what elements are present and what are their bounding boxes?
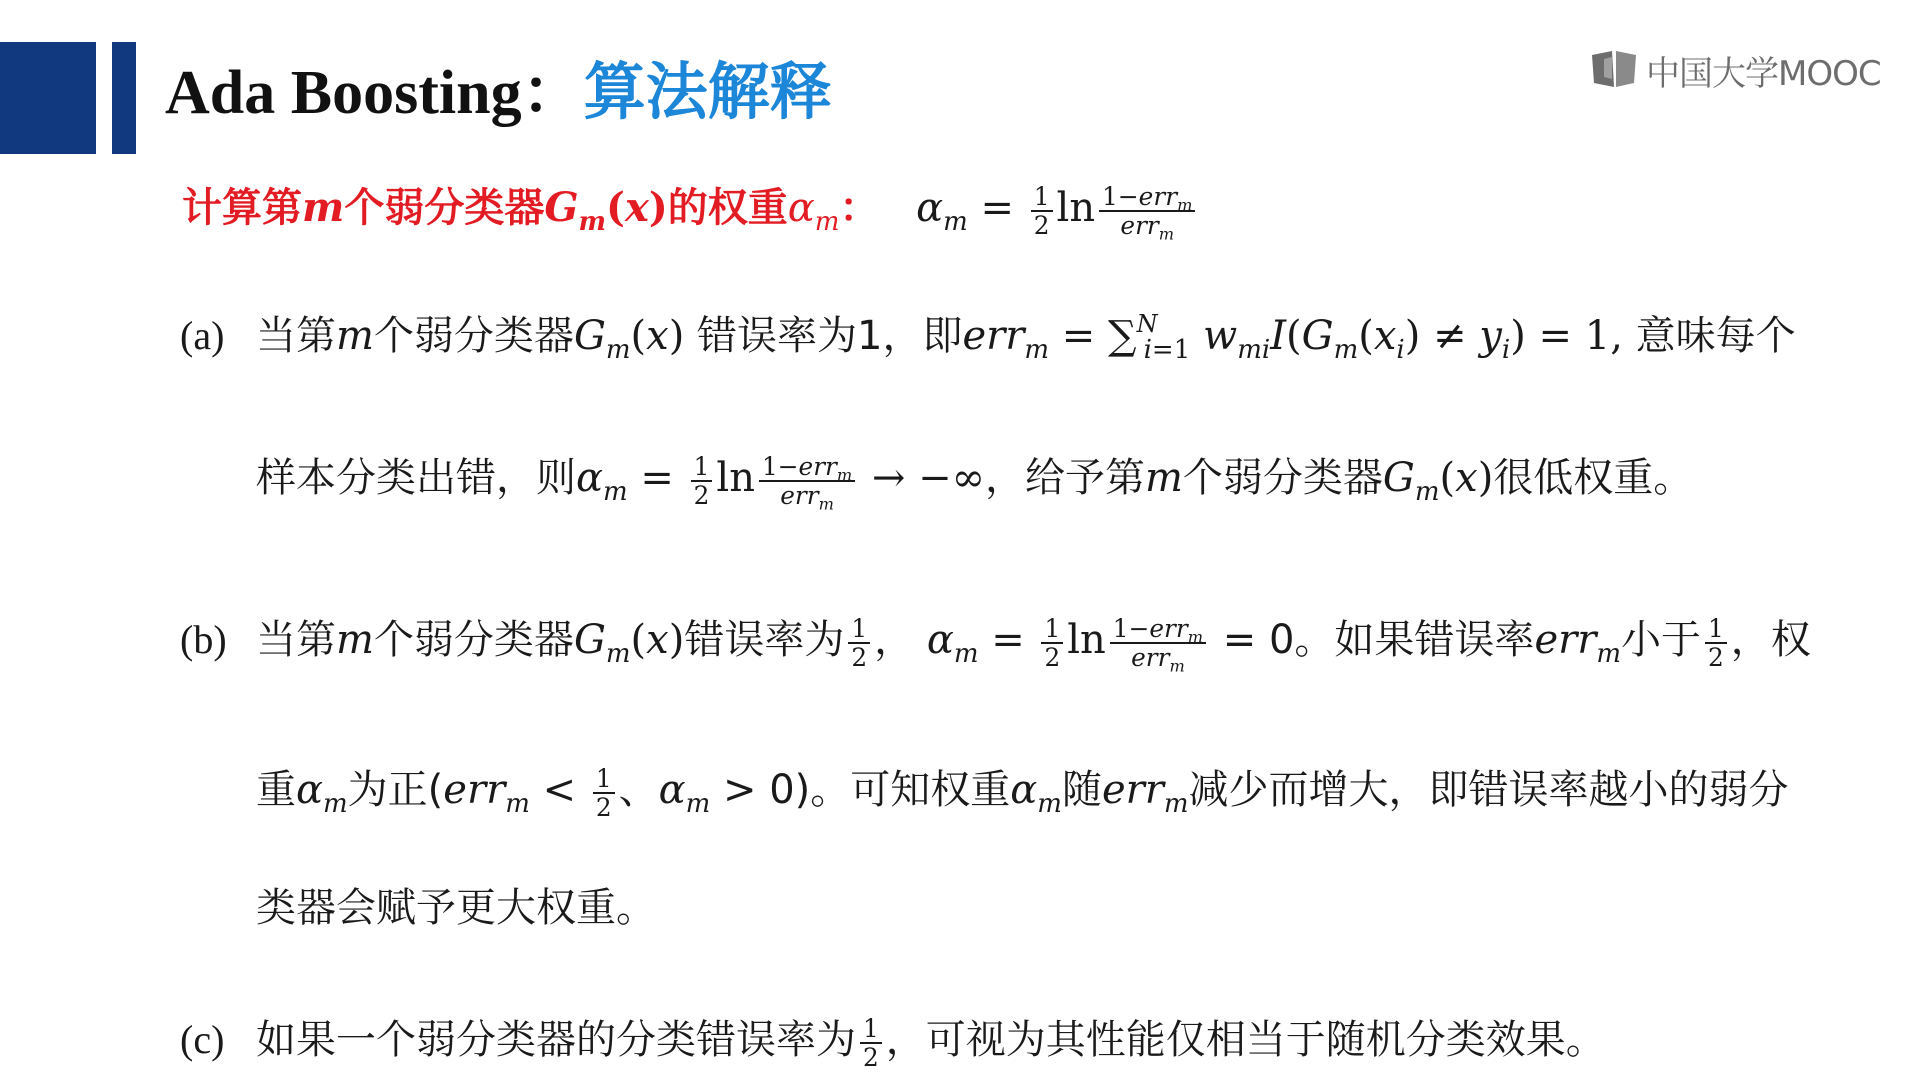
item-c-label: (c) bbox=[180, 1017, 225, 1062]
item-a-line-1: (a) 当第m个弱分类器$G_m(x)$ 错误率为1，即err$_m$ = ∑$^N_{i=1}$ $w_{mi}I(G_m(x_i) \ne y_i) = 1$, 意味每个 bbox=[180, 306, 1796, 366]
item-b-text-12: 随 bbox=[1061, 767, 1102, 813]
item-a-text-5: 意味每个 bbox=[1635, 313, 1796, 359]
item-b-text-14: 类器会赋予更大权重。 bbox=[256, 885, 656, 931]
logo-text: 中国大学MOOC bbox=[1646, 53, 1881, 94]
item-a-text-1: 当第 bbox=[256, 313, 336, 359]
item-c-text-1: 如果一个弱分类器的分类错误率为 bbox=[256, 1017, 856, 1063]
item-a-label: (a) bbox=[180, 313, 225, 358]
item-b-text-10: 、 bbox=[618, 767, 659, 813]
item-a-text-8: 个弱分类器 bbox=[1182, 455, 1383, 501]
item-a-line-2: 样本分类出错，则$\alpha_m$ = $\frac{1}{2}$ ln $\frac{1-err_m}{err_m}$ → −∞，给予第m个弱分类器$G_m(x)$很低权重。 bbox=[256, 451, 1694, 514]
formula-text-a: 计算第 bbox=[182, 185, 302, 231]
item-a-text-2: 个弱分类器 bbox=[373, 313, 574, 359]
item-b-line-1: (b) 当第m个弱分类器$G_m(x)$错误率为 $\frac{1}{2}$ ， $\alpha_m$ = $\frac{1}{2}$ ln $\frac{1-err_m}{err_m}$ = 0。如果错误率err$_m$小于 $\frac{1}{2}$ ，权 bbox=[180, 610, 1811, 671]
book-logo-icon bbox=[1590, 49, 1638, 91]
item-b-text-9: 为正( bbox=[347, 767, 444, 813]
item-a-text-4: 1，即 bbox=[857, 313, 963, 359]
item-b-text-7: ，权 bbox=[1730, 617, 1811, 663]
formula-text-d: ： bbox=[839, 185, 880, 231]
item-b-text-1: 当第 bbox=[256, 617, 336, 663]
item-b-text-3: 错误率为 bbox=[684, 617, 845, 663]
item-b-text-11: > 0)。可知权重 bbox=[722, 767, 1011, 813]
item-a-text-3: 错误率为 bbox=[697, 313, 858, 359]
item-c-line: (c) 如果一个弱分类器的分类错误率为 $\frac{1}{2}$ ，可视为其性能仅相当于随机分类效果。 bbox=[180, 1010, 1606, 1071]
page-title bbox=[165, 52, 832, 133]
header-accent-block bbox=[0, 42, 96, 154]
alpha-formula: $\alpha_m$ = $\frac{1}{2}$ ln $\frac{1-err_m}{err_m}$ bbox=[916, 185, 1199, 231]
item-c-text-2: ，可视为其性能仅相当于随机分类效果。 bbox=[885, 1017, 1606, 1063]
item-b-line-3 bbox=[256, 878, 656, 938]
item-b-text-2: 个弱分类器 bbox=[373, 617, 574, 663]
item-b-text-8: 重 bbox=[256, 767, 296, 813]
title-chinese: 算法解释 bbox=[583, 55, 832, 128]
item-a-text-7: ，给予第 bbox=[984, 455, 1145, 501]
formula-text-c: 的权重 bbox=[667, 185, 788, 231]
title-colon: ： bbox=[521, 59, 584, 127]
header-accent-bar bbox=[112, 42, 136, 154]
item-a-text-9: 很低权重。 bbox=[1493, 455, 1694, 501]
item-b-text-6: 小于 bbox=[1621, 617, 1702, 663]
item-b-line-2: 重$\alpha_m$为正(err$_m$ < $\frac{1}{2}$ 、$\alpha_m > 0$)。可知权重$\alpha_m$随err$_m$减少而增大，即错误率越小的弱分 bbox=[256, 763, 1789, 822]
item-b-text-5: = 0。如果错误率 bbox=[1222, 617, 1535, 663]
item-a-text-6: 样本分类出错，则 bbox=[256, 455, 576, 501]
item-b-text-4: ， bbox=[874, 617, 915, 663]
formula-text-b: 个弱分类器 bbox=[344, 185, 545, 231]
item-b-label: (b) bbox=[180, 617, 227, 662]
item-b-text-13: 减少而增大，即错误率越小的弱分 bbox=[1188, 767, 1789, 813]
weight-formula-line: 计算第m个弱分类器$G_m(x)$的权重$\alpha_m$： $\alpha_m$ = $\frac{1}{2}$ ln $\frac{1-err_m}{err_m}$ bbox=[182, 178, 1199, 239]
mooc-logo bbox=[1590, 46, 1881, 94]
title-english: Ada Boosting bbox=[165, 59, 522, 127]
